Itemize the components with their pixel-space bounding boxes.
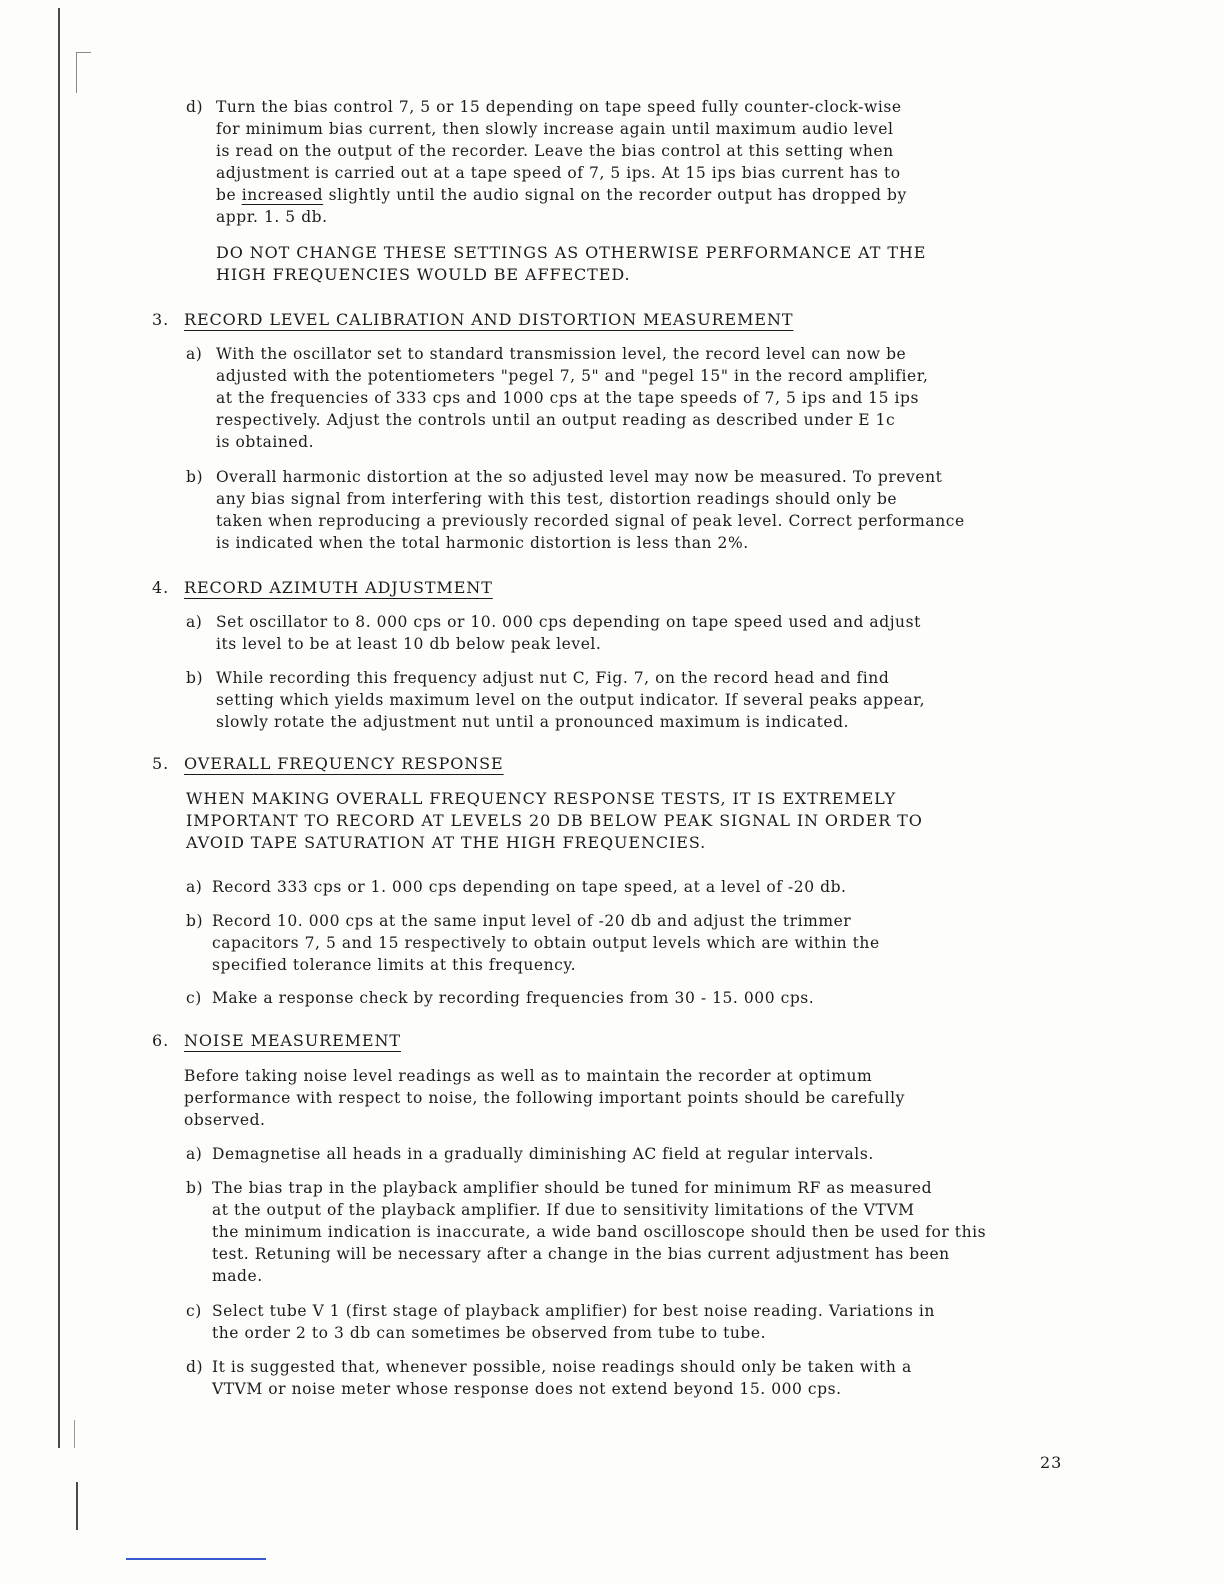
section-3-item-a bbox=[186, 343, 1086, 453]
section-5-warning bbox=[186, 788, 923, 854]
item-label: a) bbox=[186, 878, 203, 896]
item-label: a) bbox=[186, 613, 203, 631]
section-4-item-a bbox=[186, 611, 1086, 655]
section-4-item-b bbox=[186, 667, 1086, 733]
section-6-item-a bbox=[186, 1143, 1086, 1165]
text-line: setting which yields maximum level on the output indicator. If several peaks appear, bbox=[216, 691, 926, 709]
section-number: 3. bbox=[152, 310, 170, 329]
section-6-item-c bbox=[186, 1300, 1106, 1344]
text-line: Select tube V 1 (first stage of playback amplifier) for best noise reading. Variations in bbox=[212, 1302, 935, 1320]
warning-line: AVOID TAPE SATURATION AT THE HIGH FREQUENCIES. bbox=[186, 833, 707, 852]
text-line: observed. bbox=[184, 1111, 266, 1129]
text-line: made. bbox=[212, 1267, 263, 1285]
section-6-item-b bbox=[186, 1177, 1146, 1287]
text-line: Overall harmonic distortion at the so adjusted level may now be measured. To prevent bbox=[216, 468, 943, 486]
item-label: c) bbox=[186, 989, 202, 1007]
item-label: a) bbox=[186, 345, 203, 363]
warning-top bbox=[216, 242, 926, 286]
text-line: adjusted with the potentiometers "pegel 7, 5" and "pegel 15" in the record amplifier, bbox=[216, 367, 929, 385]
underlined-word: increased bbox=[241, 186, 324, 204]
section-title: OVERALL FREQUENCY RESPONSE bbox=[184, 754, 504, 773]
text-line: Demagnetise all heads in a gradually diminishing AC field at regular intervals. bbox=[212, 1145, 874, 1163]
section-5-item-c bbox=[186, 987, 1086, 1009]
item-label: a) bbox=[186, 1145, 203, 1163]
text-line: at the output of the playback amplifier. If due to sensitivity limitations of the VTVM bbox=[212, 1201, 915, 1219]
section-title: RECORD AZIMUTH ADJUSTMENT bbox=[184, 578, 493, 597]
text-line: slowly rotate the adjustment nut until a pronounced maximum is indicated. bbox=[216, 713, 850, 731]
text-line: at the frequencies of 333 cps and 1000 cps at the tape speeds of 7, 5 ips and 15 ips bbox=[216, 389, 919, 407]
text-line: taken when reproducing a previously recorded signal of peak level. Correct performance bbox=[216, 512, 965, 530]
item-label: c) bbox=[186, 1302, 202, 1320]
text-line: Set oscillator to 8. 000 cps or 10. 000 cps depending on tape speed used and adjust bbox=[216, 613, 921, 631]
item-label: d) bbox=[186, 98, 204, 116]
item-label: b) bbox=[186, 669, 204, 687]
item-label: b) bbox=[186, 1179, 204, 1197]
section-6-intro bbox=[184, 1065, 1084, 1131]
item-label: b) bbox=[186, 912, 204, 930]
section-title: RECORD LEVEL CALIBRATION AND DISTORTION MEASUREMENT bbox=[184, 310, 794, 329]
section-6-item-d bbox=[186, 1356, 1086, 1400]
left-binding-line-lower bbox=[74, 1420, 75, 1448]
item-label: d) bbox=[186, 1358, 204, 1376]
text-line: Record 333 cps or 1. 000 cps depending on tape speed, at a level of -20 db. bbox=[212, 878, 847, 896]
corner-mark bbox=[76, 52, 91, 93]
text-line: capacitors 7, 5 and 15 respectively to obtain output levels which are within the bbox=[212, 934, 880, 952]
text-line: Record 10. 000 cps at the same input level of -20 db and adjust the trimmer bbox=[212, 912, 852, 930]
text-line: VTVM or noise meter whose response does not extend beyond 15. 000 cps. bbox=[212, 1380, 842, 1398]
section-title: NOISE MEASUREMENT bbox=[184, 1031, 401, 1050]
text-line: is obtained. bbox=[216, 433, 315, 451]
text-line: While recording this frequency adjust nut C, Fig. 7, on the record head and find bbox=[216, 669, 890, 687]
text-line: the minimum indication is inaccurate, a wide band oscilloscope should then be used for this bbox=[212, 1223, 987, 1241]
section-5-item-b bbox=[186, 910, 1086, 976]
text-line: is indicated when the total harmonic distortion is less than 2%. bbox=[216, 534, 749, 552]
text-line: respectively. Adjust the controls until an output reading as described under E 1c bbox=[216, 411, 896, 429]
text-line: Turn the bias control 7, 5 or 15 depending on tape speed fully counter-clock-wise bbox=[216, 98, 902, 116]
section-number: 4. bbox=[152, 578, 170, 597]
item-label: b) bbox=[186, 468, 204, 486]
text-line: its level to be at least 10 db below peak level. bbox=[216, 635, 602, 653]
warning-line: WHEN MAKING OVERALL FREQUENCY RESPONSE TESTS, IT IS EXTREMELY bbox=[186, 789, 897, 808]
section-number: 6. bbox=[152, 1031, 170, 1050]
item-d-bias bbox=[186, 96, 1086, 228]
text-line: performance with respect to noise, the following important points should be carefully bbox=[184, 1089, 905, 1107]
section-number: 5. bbox=[152, 754, 170, 773]
section-5-item-a bbox=[186, 876, 1086, 898]
text-line: test. Retuning will be necessary after a change in the bias current adjustment has been bbox=[212, 1245, 950, 1263]
page-number: 23 bbox=[1040, 1453, 1063, 1472]
text-line: It is suggested that, whenever possible, noise readings should only be taken with a bbox=[212, 1358, 912, 1376]
warning-line: IMPORTANT TO RECORD AT LEVELS 20 DB BELOW PEAK SIGNAL IN ORDER TO bbox=[186, 811, 923, 830]
text-line: With the oscillator set to standard transmission level, the record level can now be bbox=[216, 345, 907, 363]
text-line: appr. 1. 5 db. bbox=[216, 208, 328, 226]
text-line: any bias signal from interfering with this test, distortion readings should only be bbox=[216, 490, 898, 508]
text-line: the order 2 to 3 db can sometimes be observed from tube to tube. bbox=[212, 1324, 767, 1342]
text-line: The bias trap in the playback amplifier should be tuned for minimum RF as measured bbox=[212, 1179, 933, 1197]
warning-line: DO NOT CHANGE THESE SETTINGS AS OTHERWISE PERFORMANCE AT THE bbox=[216, 243, 927, 262]
text-line: for minimum bias current, then slowly increase again until maximum audio level bbox=[216, 120, 894, 138]
warning-line: HIGH FREQUENCIES WOULD BE AFFECTED. bbox=[216, 265, 631, 284]
left-binding-line bbox=[58, 8, 60, 1448]
text-line: adjustment is carried out at a tape speed of 7, 5 ips. At 15 ips bias current has to bbox=[216, 164, 901, 182]
section-3-item-b bbox=[186, 466, 1106, 554]
left-binding-line-bottom bbox=[76, 1482, 78, 1530]
text-line: Before taking noise level readings as well as to maintain the recorder at optimum bbox=[184, 1067, 873, 1085]
text-line: is read on the output of the recorder. Leave the bias control at this setting when bbox=[216, 142, 894, 160]
bottom-rule bbox=[126, 1558, 266, 1560]
text-line: be increased slightly until the audio signal on the recorder output has dropped by bbox=[216, 186, 907, 204]
text-line: Make a response check by recording frequencies from 30 - 15. 000 cps. bbox=[212, 989, 815, 1007]
text-line: specified tolerance limits at this frequency. bbox=[212, 956, 577, 974]
